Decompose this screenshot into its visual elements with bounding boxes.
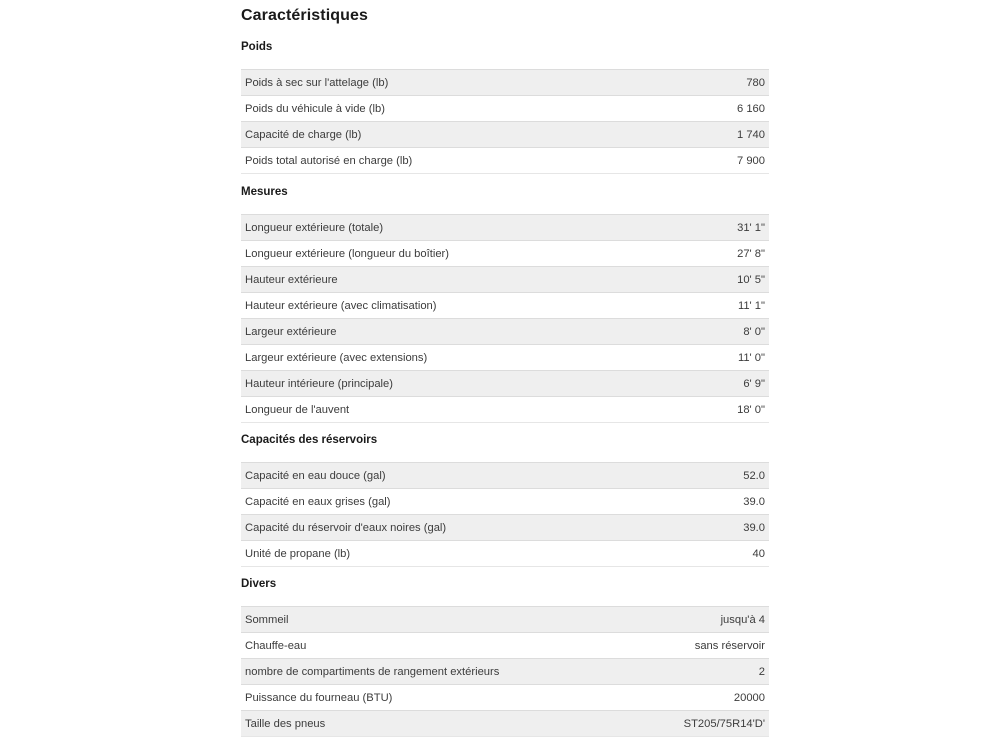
table-row xyxy=(241,633,769,659)
table-row xyxy=(241,215,769,241)
row-label: Poids à sec sur l'attelage (lb) xyxy=(241,70,601,96)
row-value: jusqu'à 4 xyxy=(601,607,769,633)
row-value: 6 160 xyxy=(601,96,769,122)
row-value: 2 xyxy=(601,659,769,685)
row-label: Unité de propane (lb) xyxy=(241,541,601,567)
row-label: Capacité en eau douce (gal) xyxy=(241,463,601,489)
table-mesures xyxy=(241,214,769,423)
row-value: 39.0 xyxy=(601,489,769,515)
row-label: nombre de compartiments de rangement extérieurs xyxy=(241,659,601,685)
row-value: 6' 9" xyxy=(601,371,769,397)
table-row xyxy=(241,319,769,345)
table-row xyxy=(241,122,769,148)
table-row xyxy=(241,96,769,122)
row-label: Puissance du fourneau (BTU) xyxy=(241,685,601,711)
row-label: Capacité en eaux grises (gal) xyxy=(241,489,601,515)
row-label: Poids du véhicule à vide (lb) xyxy=(241,96,601,122)
row-label: Poids total autorisé en charge (lb) xyxy=(241,148,601,174)
row-label: Longueur de l'auvent xyxy=(241,397,601,423)
table-row xyxy=(241,345,769,371)
table-row xyxy=(241,489,769,515)
row-label: Hauteur extérieure xyxy=(241,267,601,293)
table-row xyxy=(241,711,769,737)
row-value: 39.0 xyxy=(601,515,769,541)
table-row xyxy=(241,607,769,633)
row-label: Largeur extérieure xyxy=(241,319,601,345)
row-value: 780 xyxy=(601,70,769,96)
row-value: 10' 5" xyxy=(601,267,769,293)
row-label: Chauffe-eau xyxy=(241,633,601,659)
row-value: 11' 1" xyxy=(601,293,769,319)
row-value: 40 xyxy=(601,541,769,567)
table-capacites xyxy=(241,462,769,567)
row-value: sans réservoir xyxy=(601,633,769,659)
table-row xyxy=(241,267,769,293)
table-row xyxy=(241,541,769,567)
table-row xyxy=(241,659,769,685)
table-row xyxy=(241,371,769,397)
table-row xyxy=(241,70,769,96)
table-row xyxy=(241,463,769,489)
specifications-panel xyxy=(241,0,769,730)
page-title: Caractéristiques xyxy=(241,7,368,24)
section-title-capacites: Capacités des réservoirs xyxy=(241,434,378,446)
row-value: ST205/75R14'D' xyxy=(601,711,769,737)
table-row xyxy=(241,293,769,319)
row-value: 31' 1" xyxy=(601,215,769,241)
table-row xyxy=(241,397,769,423)
row-label: Capacité de charge (lb) xyxy=(241,122,601,148)
row-value: 20000 xyxy=(601,685,769,711)
section-title-divers: Divers xyxy=(241,578,277,590)
table-row xyxy=(241,241,769,267)
section-title-mesures: Mesures xyxy=(241,186,288,198)
row-label: Sommeil xyxy=(241,607,601,633)
row-value: 1 740 xyxy=(601,122,769,148)
table-row xyxy=(241,515,769,541)
row-label: Hauteur extérieure (avec climatisation) xyxy=(241,293,601,319)
row-value: 27' 8" xyxy=(601,241,769,267)
section-title-poids: Poids xyxy=(241,41,273,53)
table-row xyxy=(241,148,769,174)
row-label: Largeur extérieure (avec extensions) xyxy=(241,345,601,371)
row-value: 11' 0" xyxy=(601,345,769,371)
row-value: 18' 0" xyxy=(601,397,769,423)
row-value: 8' 0" xyxy=(601,319,769,345)
table-divers xyxy=(241,606,769,737)
row-label: Taille des pneus xyxy=(241,711,601,737)
row-label: Longueur extérieure (totale) xyxy=(241,215,601,241)
row-label: Longueur extérieure (longueur du boîtier) xyxy=(241,241,601,267)
table-poids xyxy=(241,69,769,174)
row-value: 52.0 xyxy=(601,463,769,489)
table-row xyxy=(241,685,769,711)
row-label: Hauteur intérieure (principale) xyxy=(241,371,601,397)
row-label: Capacité du réservoir d'eaux noires (gal) xyxy=(241,515,601,541)
row-value: 7 900 xyxy=(601,148,769,174)
